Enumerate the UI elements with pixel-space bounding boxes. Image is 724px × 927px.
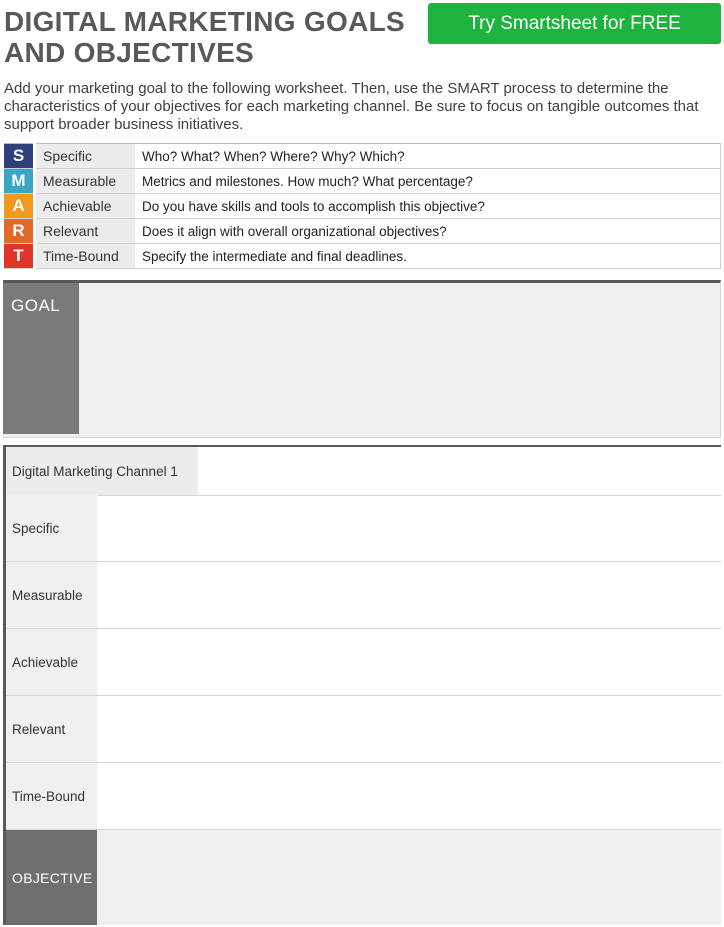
- smart-desc-time-bound: Specify the intermediate and final deadlines.: [135, 244, 721, 269]
- smart-letter-r: R: [4, 219, 35, 244]
- smart-desc-measurable: Metrics and milestones. How much? What percentage?: [135, 169, 721, 194]
- objective-label: OBJECTIVE: [6, 830, 97, 925]
- smart-term-specific: Specific: [35, 144, 136, 169]
- channel-label-achievable: Achievable: [6, 629, 97, 695]
- smart-row-measurable: [4, 169, 721, 194]
- smart-row-time-bound: [4, 244, 721, 269]
- try-smartsheet-button[interactable]: Try Smartsheet for FREE: [428, 3, 721, 44]
- channel-label-relevant: Relevant: [6, 696, 97, 762]
- channel-row-relevant: [6, 696, 721, 763]
- channel-input-measurable[interactable]: [97, 562, 721, 628]
- goal-input[interactable]: [79, 283, 720, 437]
- channel-row-measurable: [6, 562, 721, 629]
- smart-term-time-bound: Time-Bound: [35, 244, 136, 269]
- goal-section: [3, 280, 721, 438]
- goal-label: GOAL: [3, 283, 79, 434]
- channel-header: [6, 447, 721, 496]
- channel-input-achievable[interactable]: [97, 629, 721, 695]
- channel-label-specific: Specific: [6, 495, 97, 561]
- smart-letter-s: S: [4, 144, 35, 169]
- channel-row-specific: [6, 495, 721, 562]
- smart-row-achievable: [4, 194, 721, 219]
- channel-label-time-bound: Time-Bound: [6, 763, 97, 829]
- page-title: [4, 6, 405, 68]
- objective-input[interactable]: [97, 830, 721, 925]
- smart-row-specific: [4, 144, 721, 169]
- smart-desc-specific: Who? What? When? Where? Why? Which?: [135, 144, 721, 169]
- smart-letter-m: M: [4, 169, 35, 194]
- channel-input-time-bound[interactable]: [97, 763, 721, 829]
- channel-section: [3, 445, 721, 925]
- title-line-2: AND OBJECTIVES: [4, 37, 255, 68]
- smart-desc-relevant: Does it align with overall organizational objectives?: [135, 219, 721, 244]
- objective-row: [6, 830, 721, 925]
- channel-input-relevant[interactable]: [97, 696, 721, 762]
- intro-text: Add your marketing goal to the following worksheet. Then, use the SMART process to determine the characteristics of your objectives for each marketing channel. Be sure to focus on tangible outcomes that support broader business initiatives.: [4, 80, 699, 133]
- smart-letter-t: T: [4, 244, 35, 269]
- channel-name[interactable]: Digital Marketing Channel 1: [6, 447, 198, 495]
- smart-legend-table: [4, 143, 721, 269]
- smart-letter-a: A: [4, 194, 35, 219]
- smart-term-relevant: Relevant: [35, 219, 136, 244]
- channel-row-time-bound: [6, 763, 721, 830]
- channel-row-achievable: [6, 629, 721, 696]
- channel-input-specific[interactable]: [97, 495, 721, 561]
- smart-row-relevant: [4, 219, 721, 244]
- smart-term-achievable: Achievable: [35, 194, 136, 219]
- smart-term-measurable: Measurable: [35, 169, 136, 194]
- channel-label-measurable: Measurable: [6, 562, 97, 628]
- title-line-1: DIGITAL MARKETING GOALS: [4, 6, 405, 37]
- smart-desc-achievable: Do you have skills and tools to accomplish this objective?: [135, 194, 721, 219]
